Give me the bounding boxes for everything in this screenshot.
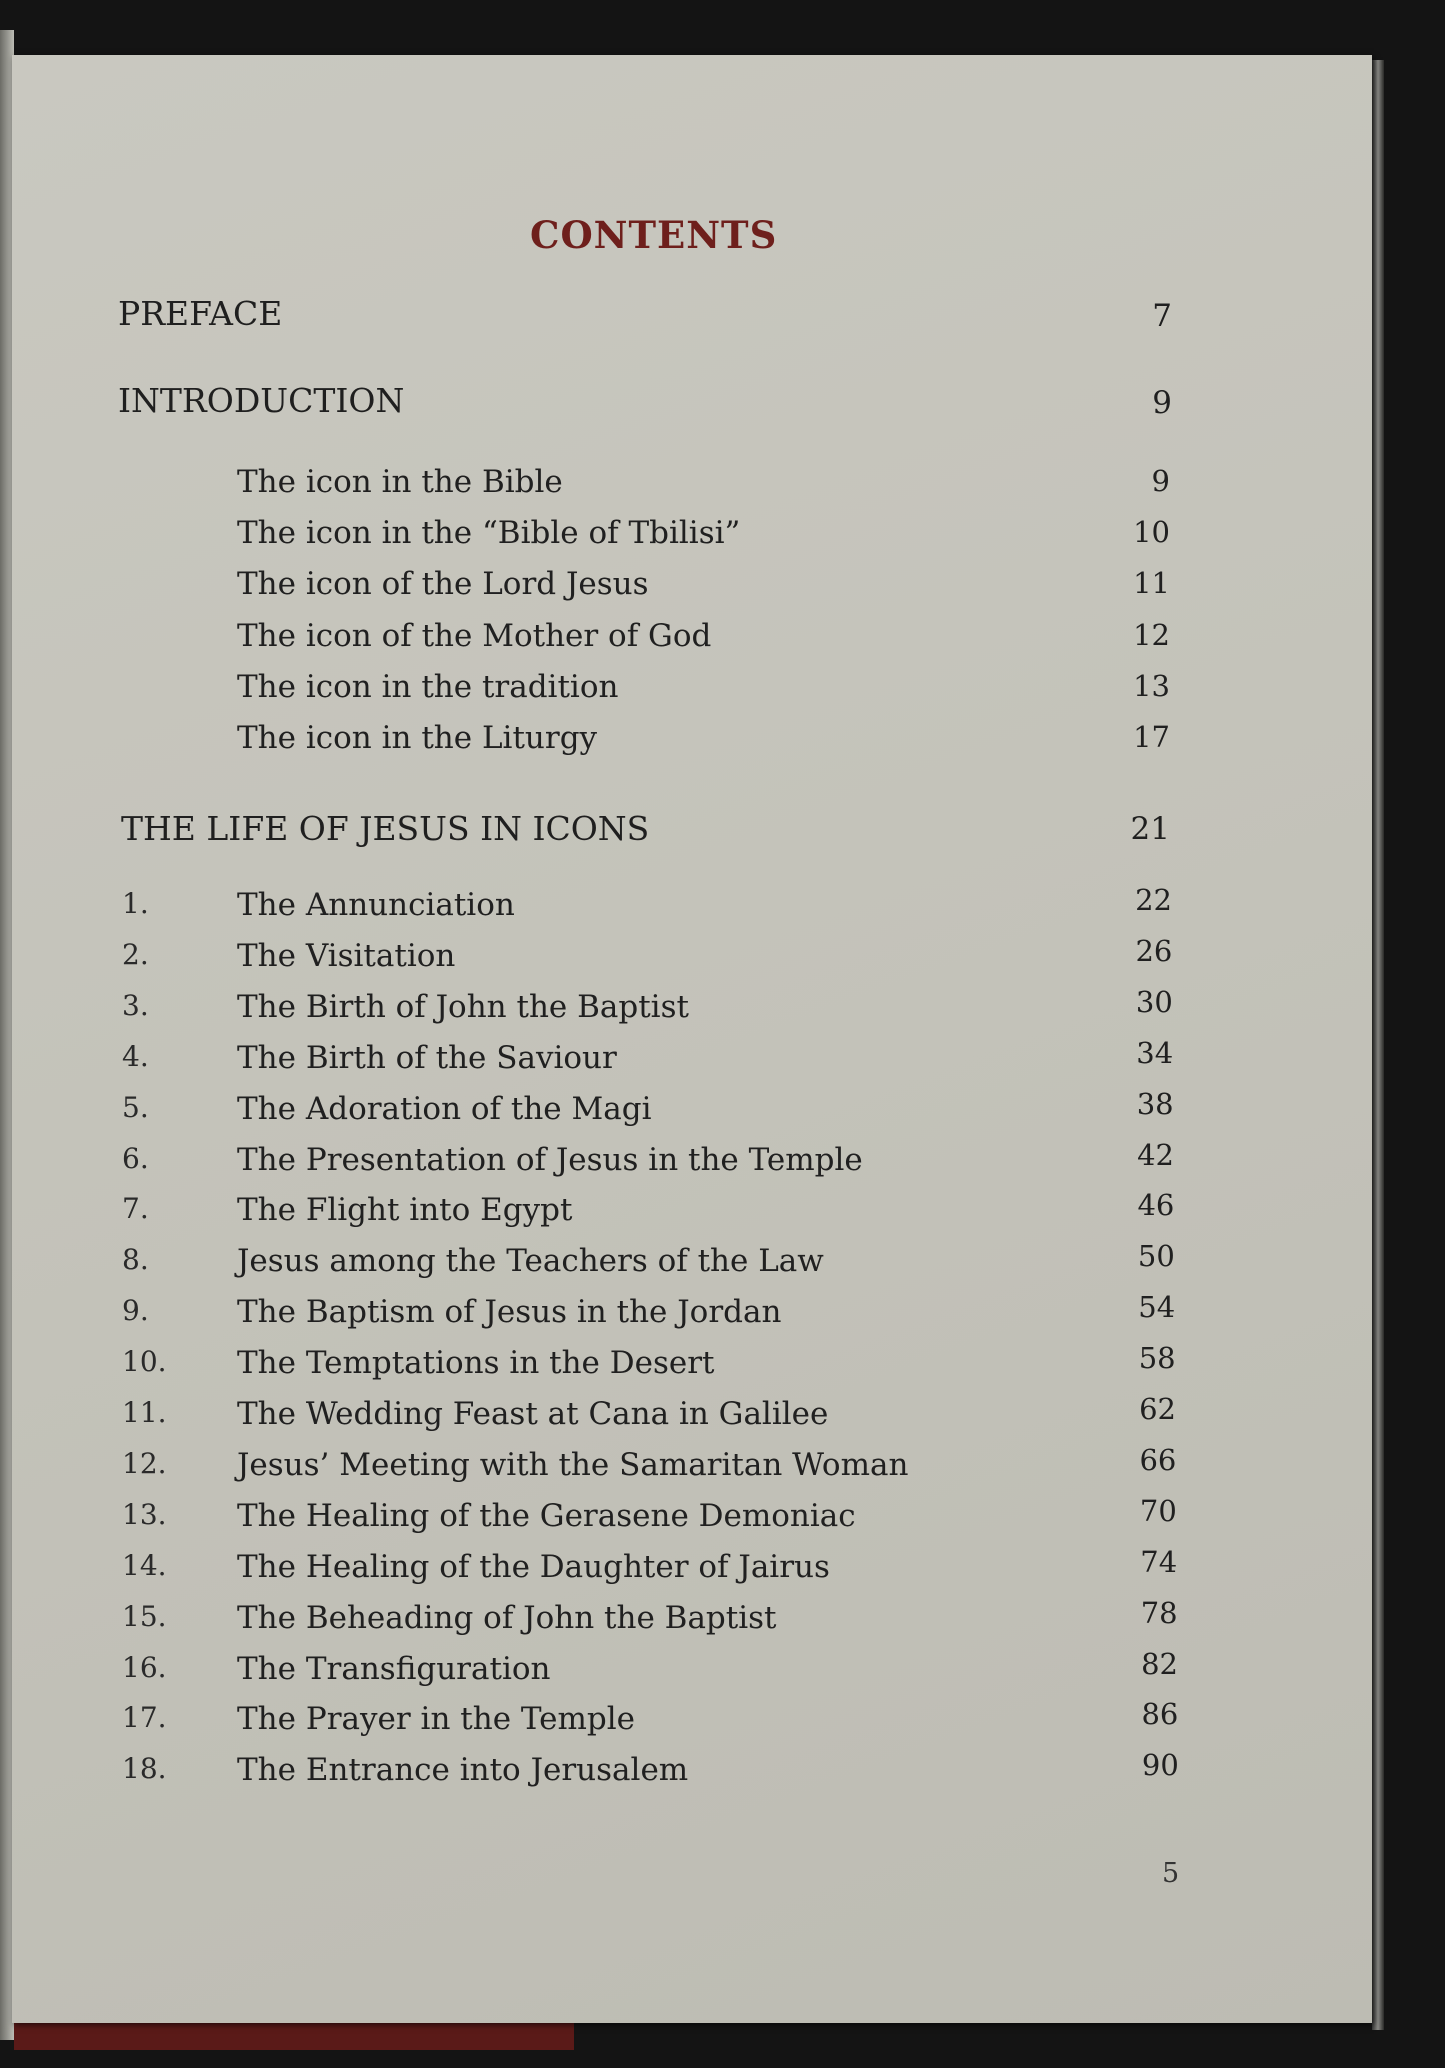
toc-entry-title: Jesus among the Teachers of the Law [237,1243,824,1280]
toc-entry-page: 38 [1136,1086,1174,1121]
toc-entry [0,1239,1445,1283]
toc-entry-title: The Presentation of Jesus in the Temple [237,1141,863,1178]
toc-entry [0,720,1445,760]
toc-entry-title: The Transfiguration [237,1650,551,1687]
toc-entry-number: 17. [122,1701,167,1735]
toc-entry-number: 1. [122,887,149,920]
toc-entry [0,1035,1445,1080]
toc-entry [0,883,1445,927]
introduction-page: 9 [1152,385,1172,421]
toc-entry-title: The Healing of the Daughter of Jairus [237,1548,830,1585]
toc-entry [0,984,1445,1029]
preface-label: PREFACE [118,294,283,333]
toc-entry-page: 78 [1140,1595,1178,1630]
toc-entry-number: 18. [122,1752,167,1786]
toc-entry-page: 9 [1151,464,1170,498]
contents-title: CONTENTS [530,213,778,257]
toc-entry-number: 13. [122,1497,167,1531]
toc-entry-title: The Entrance into Jerusalem [237,1752,689,1789]
toc-entry-page: 50 [1137,1239,1175,1274]
toc-entry-number: 7. [122,1192,149,1226]
toc-entry-title: Jesus’ Meeting with the Samaritan Woman [237,1446,909,1483]
toc-entry-number: 14. [122,1548,167,1582]
toc-entry [0,1748,1445,1792]
toc-entry-page: 10 [1133,515,1170,550]
toc-entry-page: 42 [1137,1137,1174,1172]
toc-entry [0,933,1445,978]
toc-entry-page: 86 [1141,1697,1179,1732]
toc-entry [0,669,1445,709]
life-page: 21 [1130,811,1170,847]
toc-entry-title: The Temptations in the Desert [237,1345,715,1382]
toc-entry [0,1442,1445,1487]
toc-entry-page: 11 [1133,566,1170,601]
introduction-label: INTRODUCTION [118,381,405,420]
toc-entry-page: 13 [1133,668,1170,703]
toc-entry-page: 30 [1135,984,1173,1019]
toc-entry-number: 5. [122,1090,149,1124]
toc-entry-page: 34 [1136,1035,1174,1070]
toc-entry-title: The icon of the Mother of God [237,617,712,654]
toc-entry [0,1697,1445,1741]
toc-entry-title: The icon in the tradition [237,668,619,705]
toc-entry-number: 10. [122,1345,167,1379]
toc-entry-number: 3. [122,988,149,1022]
toc-entry-number: 2. [122,937,149,971]
toc-entry-number: 9. [122,1294,149,1328]
toc-entry-number: 4. [122,1039,149,1073]
toc-entry-title: The Flight into Egypt [237,1192,573,1229]
toc-entry-title: The Baptism of Jesus in the Jordan [237,1294,782,1331]
toc-entry [0,1086,1445,1131]
book-cover-edge [14,2020,574,2050]
toc-entry-page: 62 [1139,1392,1176,1426]
toc-entry [0,515,1445,555]
toc-entry-page: 66 [1139,1442,1177,1477]
toc-entry-page: 74 [1140,1544,1178,1579]
toc-entry-page: 82 [1141,1646,1178,1681]
toc-entry-title: The Annunciation [237,887,515,923]
toc-entry-title: The Birth of John the Baptist [237,988,689,1025]
toc-entry [0,1392,1445,1436]
life-label: THE LIFE OF JESUS IN ICONS [121,809,650,848]
toc-entry-title: The icon in the Liturgy [237,720,598,756]
toc-entry-page: 26 [1135,933,1173,968]
toc-entry [0,618,1445,658]
toc-entry-number: 15. [122,1599,167,1633]
toc-entry [0,1137,1445,1182]
toc-entry [0,1544,1445,1589]
preface-page: 7 [1152,298,1172,334]
toc-entry-page: 22 [1135,883,1172,917]
toc-entry-number: 12. [122,1446,167,1480]
toc-entry-number: 8. [122,1243,149,1277]
toc-entry-title: The Adoration of the Magi [237,1090,652,1127]
toc-entry-page: 58 [1138,1341,1176,1376]
toc-entry-number: 11. [122,1396,167,1429]
toc-entry [0,1646,1445,1691]
toc-entry-page: 12 [1133,617,1170,652]
toc-entry-title: The icon in the Bible [237,464,563,500]
toc-entry-title: The Wedding Feast at Cana in Galilee [237,1396,829,1432]
toc-entry-page: 90 [1141,1748,1179,1783]
toc-entry-title: The icon of the Lord Jesus [237,566,649,603]
toc-entry-title: The Healing of the Gerasene Demoniac [237,1497,856,1534]
toc-entry [0,1290,1445,1334]
toc-entry [0,464,1445,504]
toc-entry [0,566,1445,606]
toc-entry-page: 70 [1139,1493,1177,1528]
toc-entry-title: The Visitation [237,937,456,974]
toc-entry [0,1341,1445,1385]
toc-entry [0,1493,1445,1538]
toc-entry-title: The icon in the “Bible of Tbilisi” [237,515,741,552]
toc-entry-page: 54 [1138,1290,1176,1325]
page-number: 5 [1162,1858,1180,1889]
toc-entry-title: The Birth of the Saviour [237,1039,617,1076]
toc-entry-number: 16. [122,1650,167,1684]
toc-entry [0,1595,1445,1640]
toc-entry-number: 6. [122,1141,149,1175]
toc-entry-page: 17 [1133,720,1170,754]
toc-entry-title: The Prayer in the Temple [237,1701,636,1738]
toc-entry-title: The Beheading of John the Baptist [237,1599,777,1636]
toc-entry-page: 46 [1137,1188,1175,1223]
toc-entry [0,1188,1445,1232]
